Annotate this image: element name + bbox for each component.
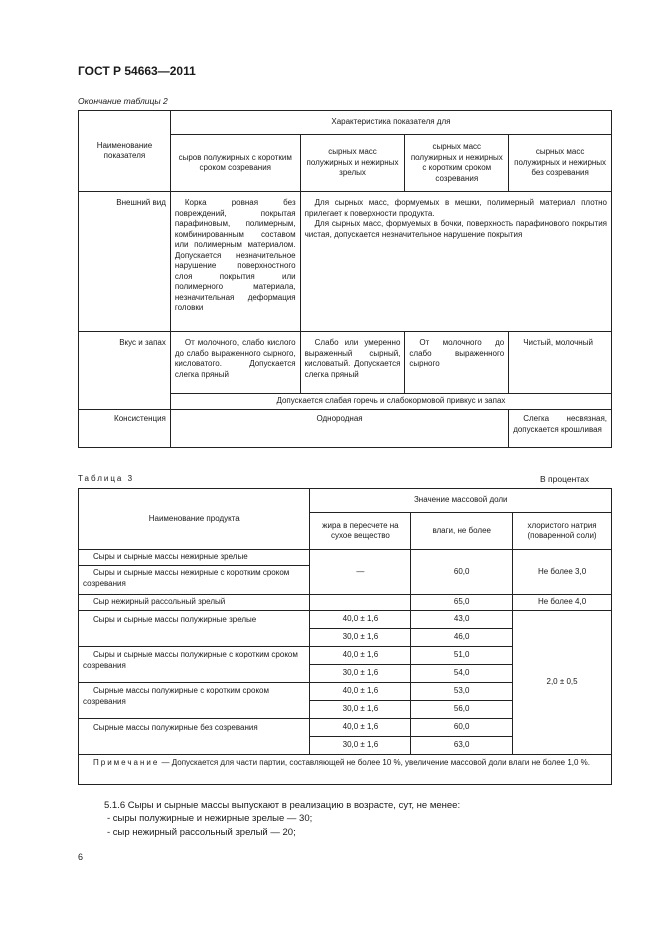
t3-row-6-name: Сырные массы полужирные с коротким сроком созревания bbox=[79, 683, 310, 719]
t3-row-4-name: Сыры и сырные массы полужирные зрелые bbox=[79, 611, 310, 647]
t3-row-3-fat bbox=[310, 595, 411, 611]
t3-row-3-salt: Не более 4,0 bbox=[513, 595, 612, 611]
t3-semifat-salt: 2,0 ± 0,5 bbox=[513, 611, 612, 755]
t3-note-label: Примечание bbox=[93, 758, 160, 767]
t3-row-6-fat-2: 30,0 ± 1,6 bbox=[310, 701, 411, 719]
t3-row-6-moisture-2: 56,0 bbox=[411, 701, 513, 719]
t2-head-col-4: сырных масс полужирных и нежирных без созревания bbox=[509, 135, 612, 192]
t3-row-4-moisture-2: 46,0 bbox=[411, 629, 513, 647]
t2-row-appearance-c2 bbox=[300, 192, 611, 332]
document-title: ГОСТ Р 54663—2011 bbox=[78, 64, 196, 78]
t3-nonfat-moisture: 60,0 bbox=[411, 550, 513, 595]
t3-row-7-name: Сырные массы полужирные без созревания bbox=[79, 719, 310, 755]
table-3 bbox=[78, 488, 612, 785]
table3-unit: В процентах bbox=[540, 474, 590, 484]
section-item-1: - сыры полужирные и нежирные зрелые — 30; bbox=[107, 813, 313, 824]
t2-head-col-1: сыров полужирных с коротким сроком созревания bbox=[170, 135, 300, 192]
section-5-1-6: 5.1.6 Сыры и сырные массы выпускают в реализацию в возрасте, сут, не менее: bbox=[104, 800, 461, 811]
t3-note-text: — Допускается для части партии, составляющей не более 10 %, увеличение массовой доли влаги не более 1,0 %. bbox=[161, 758, 590, 767]
t3-row-1-name: Сыры и сырные массы нежирные зрелые bbox=[79, 550, 310, 566]
t3-row-7-fat-1: 40,0 ± 1,6 bbox=[310, 719, 411, 737]
t2-row-taste-common: Допускается слабая горечь и слабокормовой привкус и запах bbox=[170, 394, 611, 410]
t3-head-name: Наименование продукта bbox=[79, 489, 310, 550]
table3-label: Таблица 3 bbox=[78, 474, 135, 483]
t2-row-appearance-c1: Корка ровная без повреждений, покрытая парафиновым, полимерным, комбинированным составом или полимерным материалом. Допускается незначительное нарушение поверхностного слоя покрытия или полимерного материала, незначительная деформация головки bbox=[170, 192, 300, 332]
t3-row-5-fat-1: 40,0 ± 1,6 bbox=[310, 647, 411, 665]
t2-row-taste-c3: От молочного до слабо выраженного сырного bbox=[405, 332, 509, 394]
t3-nonfat-fat: — bbox=[310, 550, 411, 595]
t2-row-consistency-name: Консистенция bbox=[79, 410, 171, 448]
t2-row-taste-c2: Слабо или умеренно выраженный сырный, кисловатый. Допускается слегка пряный bbox=[300, 332, 405, 394]
t2-head-name: Наименование показателя bbox=[79, 111, 171, 192]
t3-row-5-moisture-2: 54,0 bbox=[411, 665, 513, 683]
t3-row-7-moisture-2: 63,0 bbox=[411, 737, 513, 755]
t3-head-salt: хлористого натрия (поваренной соли) bbox=[513, 513, 612, 550]
t3-row-4-moisture-1: 43,0 bbox=[411, 611, 513, 629]
t3-row-6-moisture-1: 53,0 bbox=[411, 683, 513, 701]
t3-head-fat: жира в пересчете на сухое вещество bbox=[310, 513, 411, 550]
t3-head-moisture: влаги, не более bbox=[411, 513, 513, 550]
t3-row-3-moisture: 65,0 bbox=[411, 595, 513, 611]
table2-caption: Окончание таблицы 2 bbox=[78, 96, 168, 106]
t3-row-7-moisture-1: 60,0 bbox=[411, 719, 513, 737]
t3-row-5-name: Сыры и сырные массы полужирные с коротким сроком созревания bbox=[79, 647, 310, 683]
section-item-2: - сыр нежирный рассольный зрелый — 20; bbox=[107, 827, 296, 838]
t2-row-appearance-name: Внешний вид bbox=[79, 192, 171, 332]
t2-head-group: Характеристика показателя для bbox=[170, 111, 611, 135]
t2-head-col-3: сырных масс полужирных и нежирных с коротким сроком созревания bbox=[405, 135, 509, 192]
t3-row-5-moisture-1: 51,0 bbox=[411, 647, 513, 665]
t3-row-4-fat-2: 30,0 ± 1,6 bbox=[310, 629, 411, 647]
t3-row-3-name: Сыр нежирный рассольный зрелый bbox=[79, 595, 310, 611]
t2-row-taste-name: Вкус и запах bbox=[79, 332, 171, 410]
t3-row-2-name: Сыры и сырные массы нежирные с коротким сроком созревания bbox=[79, 566, 310, 595]
t2-row-taste-c4: Чистый, молочный bbox=[509, 332, 612, 394]
t2-appearance-barrels: Для сырных масс, формуемых в бочки, поверхность парафинового покрытия чистая, допускается незначительное нарушение покрытия bbox=[304, 219, 607, 239]
t3-row-5-fat-2: 30,0 ± 1,6 bbox=[310, 665, 411, 683]
t3-head-group: Значение массовой доли bbox=[310, 489, 612, 513]
t3-note bbox=[79, 755, 612, 785]
t2-row-consistency-c4: Слегка несвязная, допускается крошливая bbox=[509, 410, 612, 448]
page-number: 6 bbox=[78, 852, 84, 862]
t3-row-7-fat-2: 30,0 ± 1,6 bbox=[310, 737, 411, 755]
table-2 bbox=[78, 110, 612, 448]
t3-row-6-fat-1: 40,0 ± 1,6 bbox=[310, 683, 411, 701]
t2-head-col-2: сырных масс полужирных и нежирных зрелых bbox=[300, 135, 405, 192]
t2-row-taste-c1: От молочного, слабо кислого до слабо выраженного сырного, кисловатого. Допускается слегка пряный bbox=[170, 332, 300, 394]
t2-row-consistency-c13: Однородная bbox=[170, 410, 508, 448]
t3-row-4-fat-1: 40,0 ± 1,6 bbox=[310, 611, 411, 629]
t2-appearance-bags: Для сырных масс, формуемых в мешки, полимерный материал плотно прилегает к поверхности продукта. bbox=[304, 198, 607, 218]
t3-nonfat-salt: Не более 3,0 bbox=[513, 550, 612, 595]
